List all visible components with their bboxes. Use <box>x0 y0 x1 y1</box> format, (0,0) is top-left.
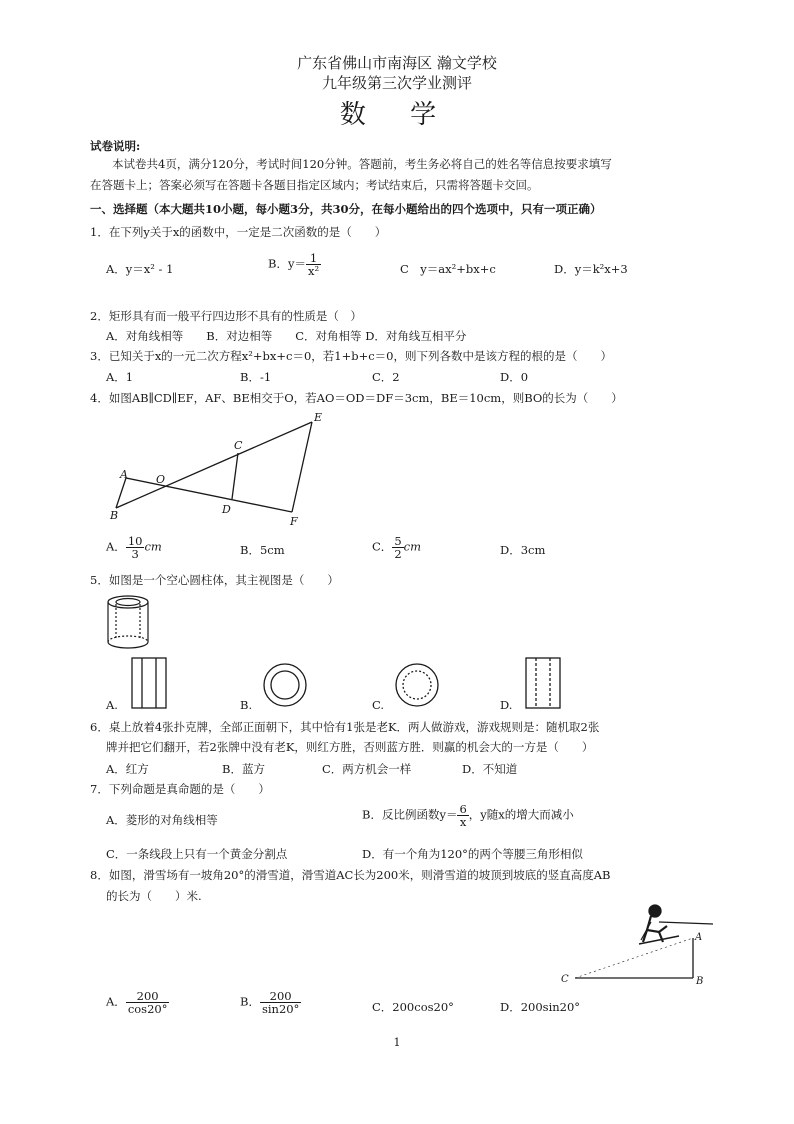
q8-ski-slope-figure <box>555 896 730 994</box>
label-c: C <box>234 439 243 452</box>
q1-stem: 1．在下列y关于x的函数中，一定是二次函数的是（ ） <box>90 225 387 239</box>
q8-option-a: A． $\frac{200}{\cos 20^\circ}$ <box>106 989 168 1017</box>
label-b: B <box>110 509 119 522</box>
q4-option-a: A． $\frac{10}{3}$ cm <box>106 534 162 562</box>
exam-title: 九年级第三次学业测评 <box>321 74 472 92</box>
label-d: D <box>222 503 231 516</box>
label-a: A <box>120 468 128 481</box>
q2-stem: 2．矩形具有而一般平行四边形不具有的性质是（ ） <box>90 309 362 323</box>
q4-option-c: C． $\frac{5}{2}$ cm <box>372 534 421 562</box>
q6-option-b: B．蓝方 <box>222 762 265 776</box>
q3-option-d: D．0 <box>500 370 529 384</box>
q8-option-d: D．200sin20° <box>500 1000 581 1014</box>
segment-be <box>116 422 312 508</box>
label-e: E <box>314 411 323 424</box>
q5-stem: 5．如图是一个空心圆柱体，其主视图是（ ） <box>90 573 339 587</box>
section-title: 一、选择题（本大题共10小题，每小题3分，共30分，在每小题给出的四个选项中，只有一项正确） <box>90 202 602 216</box>
q4-figure <box>100 405 340 530</box>
instructions-title: 试卷说明: <box>90 139 141 153</box>
segment-ab <box>116 478 126 508</box>
q6-option-a: A．红方 <box>106 762 149 776</box>
q3-stem: 3．已知关于x的一元二次方程x²+bx+c＝0，若1+b+c＝0，则下列各数中是该方程的根的是（ ） <box>90 349 612 363</box>
q6-line2: 牌并把它们翻开，若2张牌中没有老K，则红方胜，否则蓝方胜．则赢的机会大的一方是（ ） <box>106 740 594 754</box>
label-o: O <box>156 473 166 486</box>
q8-line1: 8．如图，滑雪场有一坡角20°的滑雪道，滑雪道AC长为200米，则滑雪道的坡顶到坡底的竖直高度AB <box>90 868 611 882</box>
school-title: 广东省佛山市南海区 瀚文学校 <box>297 54 497 72</box>
q6-line1: 6．桌上放着4张扑克牌，全部正面朝下，其中恰有1张是老K．两人做游戏，游戏规则是：随机取2张 <box>90 720 600 734</box>
instructions-line2: 在答题卡上；答案必须写在答题卡各题目指定区域内；考试结束后，只需将答题卡交回。 <box>90 178 539 192</box>
q8-option-c: C．200cos20° <box>372 1000 454 1014</box>
q5-option-c-label: C. <box>372 698 385 712</box>
q8-option-b: B． $\frac{200}{\sin 20^\circ}$ <box>240 989 300 1017</box>
label-c: C <box>561 974 569 985</box>
segment-cd <box>232 453 238 499</box>
q5-option-b-figure <box>262 662 308 708</box>
q7-option-c: C．一条线段上只有一个黄金分割点 <box>106 847 288 861</box>
q5-option-d-figure <box>524 656 564 710</box>
q3-option-c: C．2 <box>372 370 400 384</box>
q8-line2: 的长为（ ）米. <box>106 889 202 903</box>
hollow-cylinder-figure <box>100 592 160 654</box>
instructions-line1: 本试卷共4页，满分120分，考试时间120分钟。答题前，考生务必将自己的姓名等信息按要求填写 <box>112 157 612 171</box>
segment-ef <box>292 422 312 512</box>
q3-option-b: B．-1 <box>240 370 272 384</box>
q5-option-c-figure <box>394 662 440 708</box>
q5-option-d-label: D. <box>500 698 513 712</box>
q1-option-d: D．y＝k²x+3 <box>554 262 628 276</box>
q6-option-d: D．不知道 <box>462 762 518 776</box>
q7-option-a: A．菱形的对角线相等 <box>106 813 218 827</box>
q7-stem: 7．下列命题是真命题的是（ ） <box>90 782 270 796</box>
q4-option-b: B．5cm <box>240 543 285 557</box>
q1-option-b: B．y＝ $\frac{1}{\text{x²}}$ <box>268 251 320 279</box>
label-a: A <box>695 932 703 943</box>
segment-ac <box>575 938 693 978</box>
page-number: 1 <box>393 1036 401 1049</box>
q2-options: A．对角线相等 B．对边相等 C．对角相等 D．对角线互相平分 <box>106 329 467 343</box>
q6-option-c: C．两方机会一样 <box>322 762 412 776</box>
q3-option-a: A．1 <box>106 370 134 384</box>
q7-option-b: B．反比例函数y＝ $\frac{6}{x}$ ，y随x的增大而减小 <box>362 802 574 830</box>
q5-option-a-figure <box>130 656 170 710</box>
q7-option-d: D．有一个角为120°的两个等腰三角形相似 <box>362 847 583 861</box>
q5-option-b-label: B. <box>240 698 253 712</box>
label-f: F <box>290 515 298 528</box>
q5-option-a-label: A. <box>106 698 118 712</box>
q1-option-c: C y＝ax²+bx+c <box>400 262 496 276</box>
q1-option-a: A．y＝x² - 1 <box>106 262 174 276</box>
q4-option-d: D．3cm <box>500 543 546 557</box>
segment-af <box>126 478 292 512</box>
subject-title: 数 学 <box>339 100 455 130</box>
label-b: B <box>696 976 704 987</box>
q4-stem: 4．如图AB∥CD∥EF，AF、BE相交于O，若AO＝OD＝DF＝3cm，BE＝10cm，则BO的长为（ ） <box>90 391 623 405</box>
